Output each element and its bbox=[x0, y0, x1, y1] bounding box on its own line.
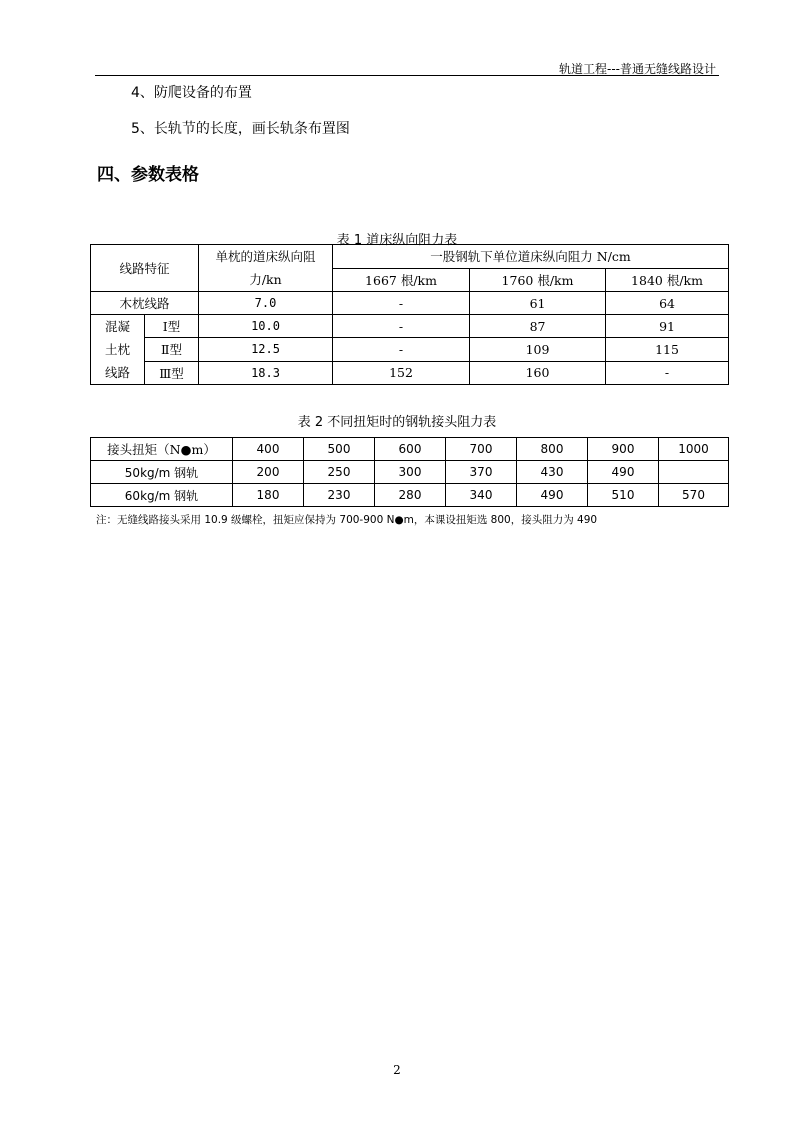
subcol-header: 1760 根/km bbox=[470, 268, 606, 292]
table-row bbox=[91, 484, 729, 507]
table-cell: 200 bbox=[233, 461, 304, 484]
header-rule bbox=[95, 75, 719, 76]
page-number: 2 bbox=[393, 1063, 401, 1077]
ballast-resistance-table bbox=[90, 244, 729, 385]
table-cell: 160 bbox=[470, 361, 606, 384]
table-cell: 87 bbox=[470, 315, 606, 338]
sleeper-type: Ⅰ型 bbox=[145, 315, 199, 338]
torque-header: 600 bbox=[375, 438, 446, 461]
table-cell: 430 bbox=[517, 461, 588, 484]
table-row bbox=[91, 292, 729, 315]
table-cell: 61 bbox=[470, 292, 606, 315]
table-cell bbox=[659, 461, 729, 484]
table-cell: 18.3 bbox=[199, 361, 333, 384]
table-cell: - bbox=[333, 292, 470, 315]
sleeper-type: Ⅱ型 bbox=[145, 338, 199, 361]
row-label: 50kg/m 钢轨 bbox=[91, 461, 233, 484]
subcol-header: 1667 根/km bbox=[333, 268, 470, 292]
table-cell: 280 bbox=[375, 484, 446, 507]
sleeper-type: Ⅲ型 bbox=[145, 361, 199, 384]
running-header: 轨道工程---普通无缝线路设计 bbox=[559, 62, 716, 76]
table-cell: 370 bbox=[446, 461, 517, 484]
table-cell: - bbox=[333, 338, 470, 361]
col-header-single-sleeper: 单枕的道床纵向阻力/kn bbox=[199, 245, 333, 292]
table-cell: 490 bbox=[517, 484, 588, 507]
torque-header: 900 bbox=[588, 438, 659, 461]
table-cell: 510 bbox=[588, 484, 659, 507]
table-row bbox=[91, 245, 729, 269]
table-row bbox=[91, 338, 729, 361]
table-cell: 109 bbox=[470, 338, 606, 361]
table-row bbox=[91, 461, 729, 484]
table-row bbox=[91, 361, 729, 384]
col-header-line-feature: 线路特征 bbox=[91, 245, 199, 292]
torque-header: 800 bbox=[517, 438, 588, 461]
table-cell: 340 bbox=[446, 484, 517, 507]
table-cell: 180 bbox=[233, 484, 304, 507]
joint-resistance-table bbox=[90, 437, 729, 507]
table-cell: 10.0 bbox=[199, 315, 333, 338]
table-cell: 91 bbox=[606, 315, 729, 338]
table2-caption: 表 2 不同扭矩时的钢轨接头阻力表 bbox=[297, 415, 497, 430]
table-cell: - bbox=[333, 315, 470, 338]
table-cell: 300 bbox=[375, 461, 446, 484]
section-heading: 四、参数表格 bbox=[97, 165, 199, 185]
table-note: 注：无缝线路接头采用 10.9 级螺栓，扭矩应保持为 700-900 N●m，本课设扭矩选 800，接头阻力为 490 bbox=[96, 514, 598, 526]
row-label: 接头扭矩（N●m） bbox=[91, 438, 233, 461]
row-label: 木枕线路 bbox=[91, 292, 199, 315]
table-row bbox=[91, 315, 729, 338]
table-cell: 490 bbox=[588, 461, 659, 484]
row-label: 60kg/m 钢轨 bbox=[91, 484, 233, 507]
table-cell: 115 bbox=[606, 338, 729, 361]
row-group-label: 混凝土枕线路 bbox=[91, 315, 145, 385]
subcol-header: 1840 根/km bbox=[606, 268, 729, 292]
table-cell: 570 bbox=[659, 484, 729, 507]
table-cell: 7.0 bbox=[199, 292, 333, 315]
torque-header: 1000 bbox=[659, 438, 729, 461]
table-row bbox=[91, 438, 729, 461]
torque-header: 500 bbox=[304, 438, 375, 461]
table-cell: 230 bbox=[304, 484, 375, 507]
col-header-group: 一股钢轨下单位道床纵向阻力 N/cm bbox=[333, 245, 729, 269]
table-cell: - bbox=[606, 361, 729, 384]
table-cell: 152 bbox=[333, 361, 470, 384]
table1-caption: 表 1 道床纵向阻力表 bbox=[336, 233, 458, 248]
table-cell: 64 bbox=[606, 292, 729, 315]
list-item-4: 4、防爬设备的布置 bbox=[131, 85, 252, 101]
table-cell: 250 bbox=[304, 461, 375, 484]
table-cell: 12.5 bbox=[199, 338, 333, 361]
torque-header: 700 bbox=[446, 438, 517, 461]
torque-header: 400 bbox=[233, 438, 304, 461]
list-item-5: 5、长轨节的长度，画长轨条布置图 bbox=[131, 121, 350, 137]
